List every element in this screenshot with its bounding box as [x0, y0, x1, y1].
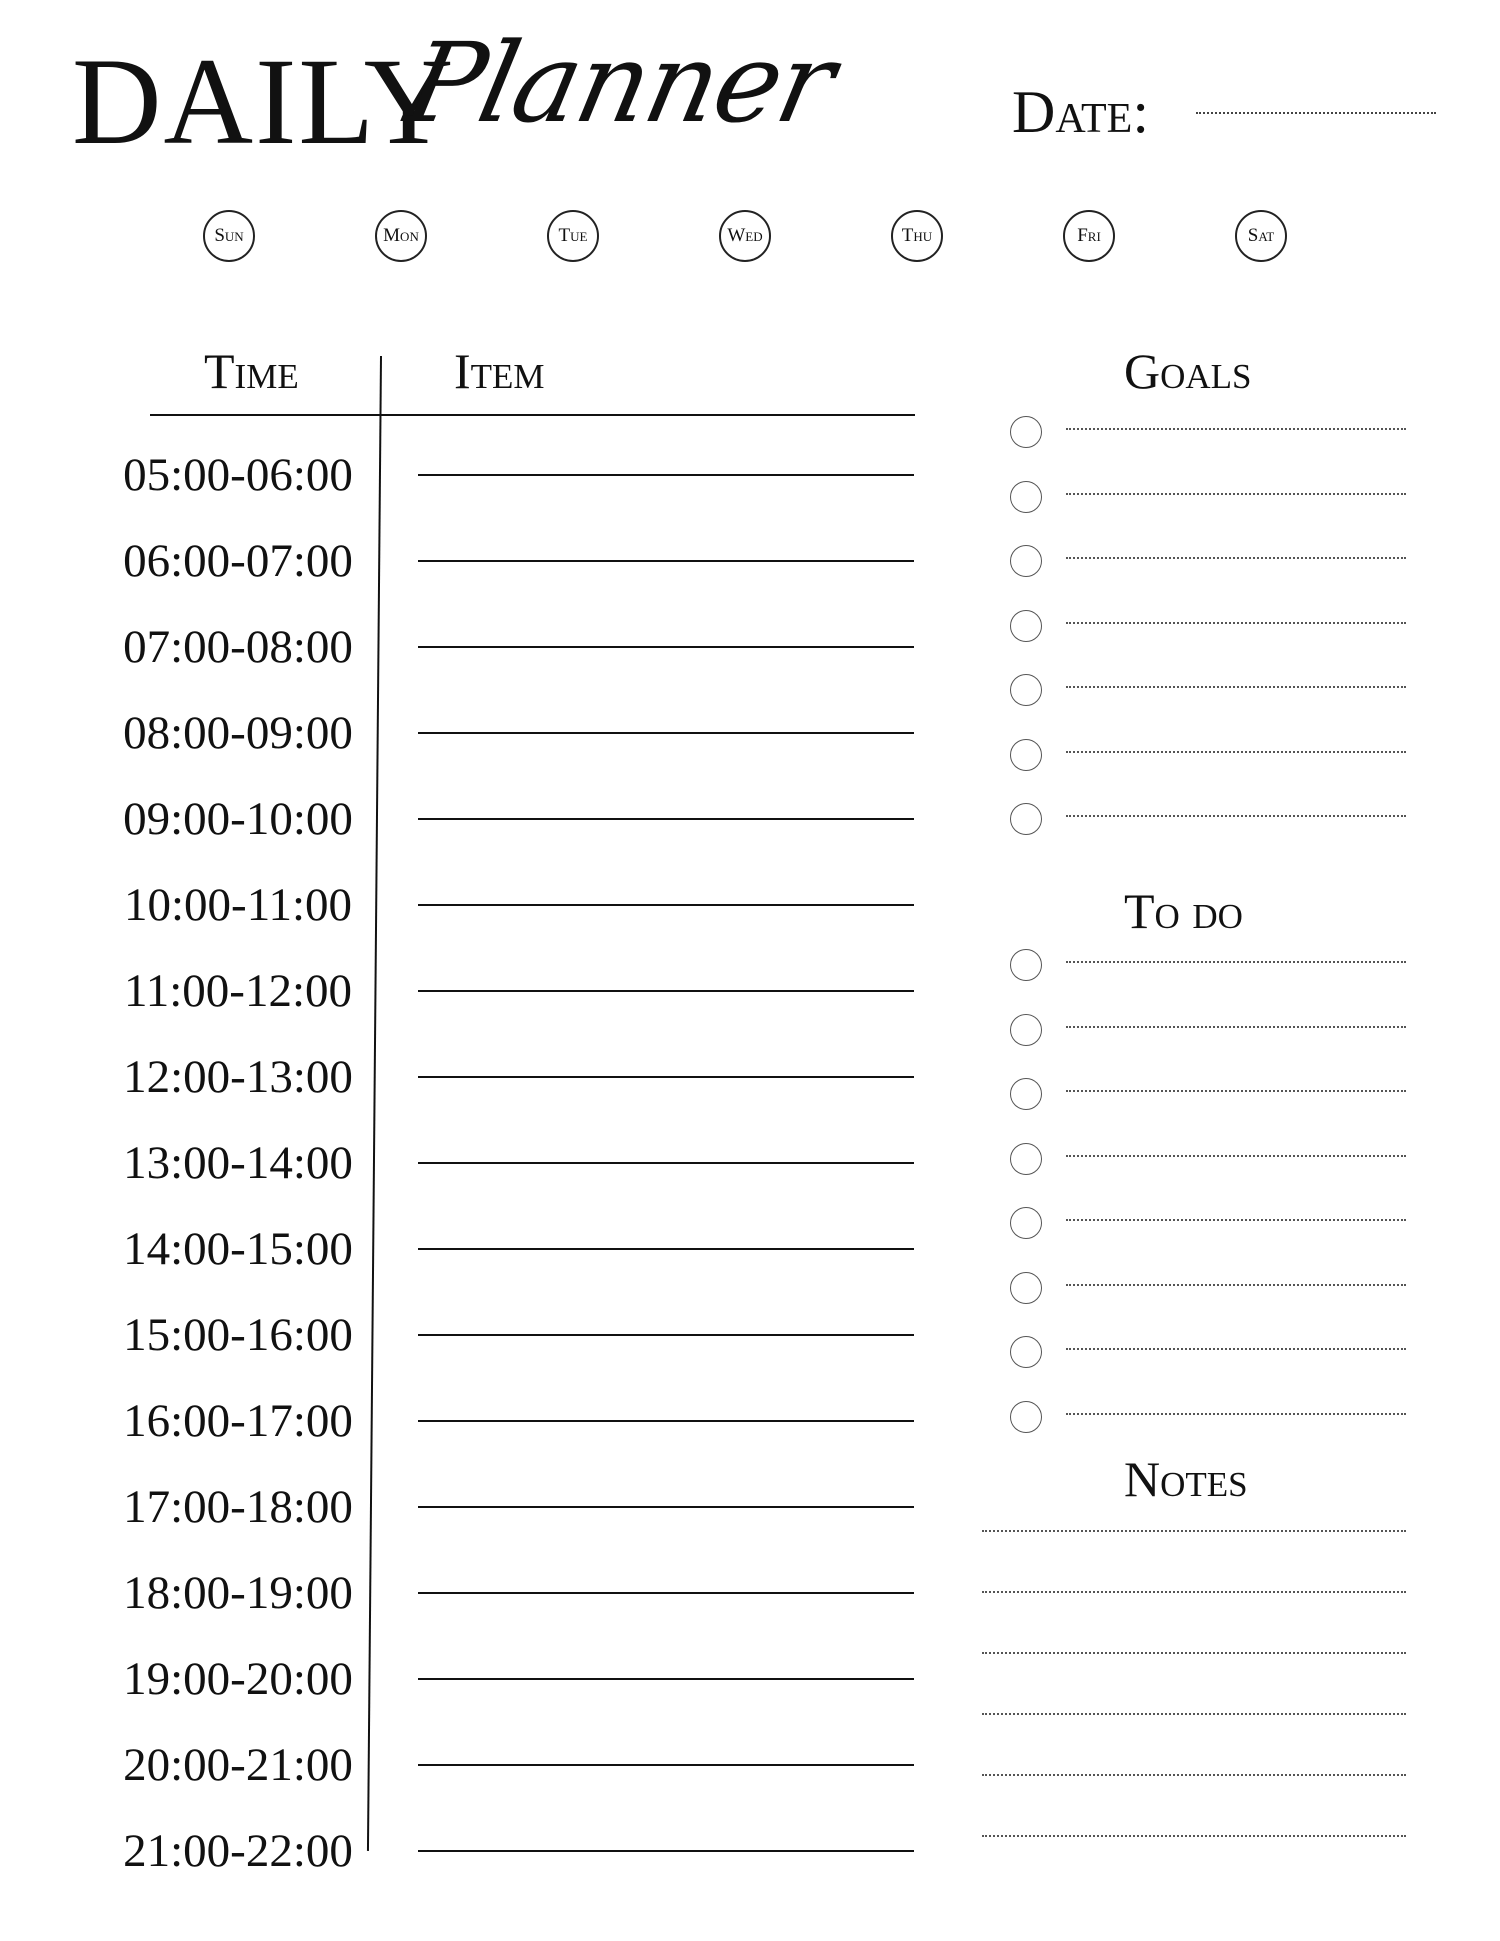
goal-checkbox[interactable] [1010, 545, 1042, 577]
todo-checkbox[interactable] [1010, 1143, 1042, 1175]
todo-checkbox[interactable] [1010, 1272, 1042, 1304]
notes-line[interactable] [982, 1652, 1406, 1654]
notes-line[interactable] [982, 1774, 1406, 1776]
time-slot-label: 07:00-08:00 [123, 621, 353, 673]
goal-checkbox[interactable] [1010, 803, 1042, 835]
time-slot-label: 14:00-15:00 [123, 1223, 353, 1275]
todo-entry-line[interactable] [1066, 1026, 1406, 1028]
item-entry-line[interactable] [418, 1678, 914, 1680]
weekday-mon-circle[interactable]: Mon [375, 210, 427, 262]
time-slot-label: 10:00-11:00 [123, 879, 353, 931]
time-slot-label: 11:00-12:00 [123, 965, 353, 1017]
todo-entry-line[interactable] [1066, 1219, 1406, 1221]
notes-line[interactable] [982, 1530, 1406, 1532]
todo-checkbox[interactable] [1010, 1336, 1042, 1368]
item-entry-line[interactable] [418, 990, 914, 992]
schedule-column-divider [367, 356, 382, 1851]
time-slot-label: 12:00-13:00 [123, 1051, 353, 1103]
item-entry-line[interactable] [418, 904, 914, 906]
goal-checkbox[interactable] [1010, 739, 1042, 771]
item-column-header: Item [454, 343, 545, 399]
todo-entry-line[interactable] [1066, 1155, 1406, 1157]
page-title-planner: Planner [396, 19, 844, 147]
time-slot-label: 19:00-20:00 [123, 1653, 353, 1705]
notes-title: Notes [1124, 1451, 1248, 1507]
time-slot-label: 16:00-17:00 [123, 1395, 353, 1447]
notes-line[interactable] [982, 1713, 1406, 1715]
item-entry-line[interactable] [418, 732, 914, 734]
weekday-sun-circle[interactable]: Sun [203, 210, 255, 262]
todo-entry-line[interactable] [1066, 1284, 1406, 1286]
weekday-tue-circle[interactable]: Tue [547, 210, 599, 262]
goal-entry-line[interactable] [1066, 493, 1406, 495]
weekday-fri-circle[interactable]: Fri [1063, 210, 1115, 262]
item-entry-line[interactable] [418, 1764, 914, 1766]
todo-checkbox[interactable] [1010, 1078, 1042, 1110]
item-entry-line[interactable] [418, 1506, 914, 1508]
notes-line[interactable] [982, 1835, 1406, 1837]
goal-entry-line[interactable] [1066, 428, 1406, 430]
goal-entry-line[interactable] [1066, 815, 1406, 817]
item-entry-line[interactable] [418, 1420, 914, 1422]
notes-line[interactable] [982, 1591, 1406, 1593]
goal-entry-line[interactable] [1066, 622, 1406, 624]
goal-checkbox[interactable] [1010, 610, 1042, 642]
todo-entry-line[interactable] [1066, 1413, 1406, 1415]
weekday-sat-circle[interactable]: Sat [1235, 210, 1287, 262]
page-title-daily: DAILY [72, 33, 456, 170]
date-label: Date: [1012, 79, 1149, 145]
goal-entry-line[interactable] [1066, 557, 1406, 559]
goal-entry-line[interactable] [1066, 686, 1406, 688]
time-slot-label: 20:00-21:00 [123, 1739, 353, 1791]
time-slot-label: 08:00-09:00 [123, 707, 353, 759]
time-slot-label: 21:00-22:00 [123, 1825, 353, 1877]
item-entry-line[interactable] [418, 1850, 914, 1852]
time-slot-label: 13:00-14:00 [123, 1137, 353, 1189]
item-entry-line[interactable] [418, 1592, 914, 1594]
todo-entry-line[interactable] [1066, 1348, 1406, 1350]
todo-entry-line[interactable] [1066, 961, 1406, 963]
todo-title: To do [1124, 883, 1243, 939]
item-entry-line[interactable] [418, 1162, 914, 1164]
item-entry-line[interactable] [418, 1248, 914, 1250]
item-entry-line[interactable] [418, 818, 914, 820]
weekday-thu-circle[interactable]: Thu [891, 210, 943, 262]
time-slot-label: 05:00-06:00 [123, 449, 353, 501]
item-entry-line[interactable] [418, 646, 914, 648]
todo-checkbox[interactable] [1010, 1401, 1042, 1433]
todo-checkbox[interactable] [1010, 1014, 1042, 1046]
goal-entry-line[interactable] [1066, 751, 1406, 753]
goal-checkbox[interactable] [1010, 674, 1042, 706]
schedule-header-rule [150, 414, 915, 416]
date-field-line[interactable] [1196, 112, 1436, 114]
todo-entry-line[interactable] [1066, 1090, 1406, 1092]
goal-checkbox[interactable] [1010, 481, 1042, 513]
time-slot-label: 06:00-07:00 [123, 535, 353, 587]
weekday-wed-circle[interactable]: Wed [719, 210, 771, 262]
goal-checkbox[interactable] [1010, 416, 1042, 448]
time-slot-label: 18:00-19:00 [123, 1567, 353, 1619]
time-slot-label: 09:00-10:00 [123, 793, 353, 845]
time-column-header: Time [204, 343, 299, 399]
time-slot-label: 17:00-18:00 [123, 1481, 353, 1533]
item-entry-line[interactable] [418, 1076, 914, 1078]
item-entry-line[interactable] [418, 1334, 914, 1336]
item-entry-line[interactable] [418, 560, 914, 562]
goals-title: Goals [1124, 343, 1252, 399]
todo-checkbox[interactable] [1010, 1207, 1042, 1239]
todo-checkbox[interactable] [1010, 949, 1042, 981]
time-slot-label: 15:00-16:00 [123, 1309, 353, 1361]
item-entry-line[interactable] [418, 474, 914, 476]
